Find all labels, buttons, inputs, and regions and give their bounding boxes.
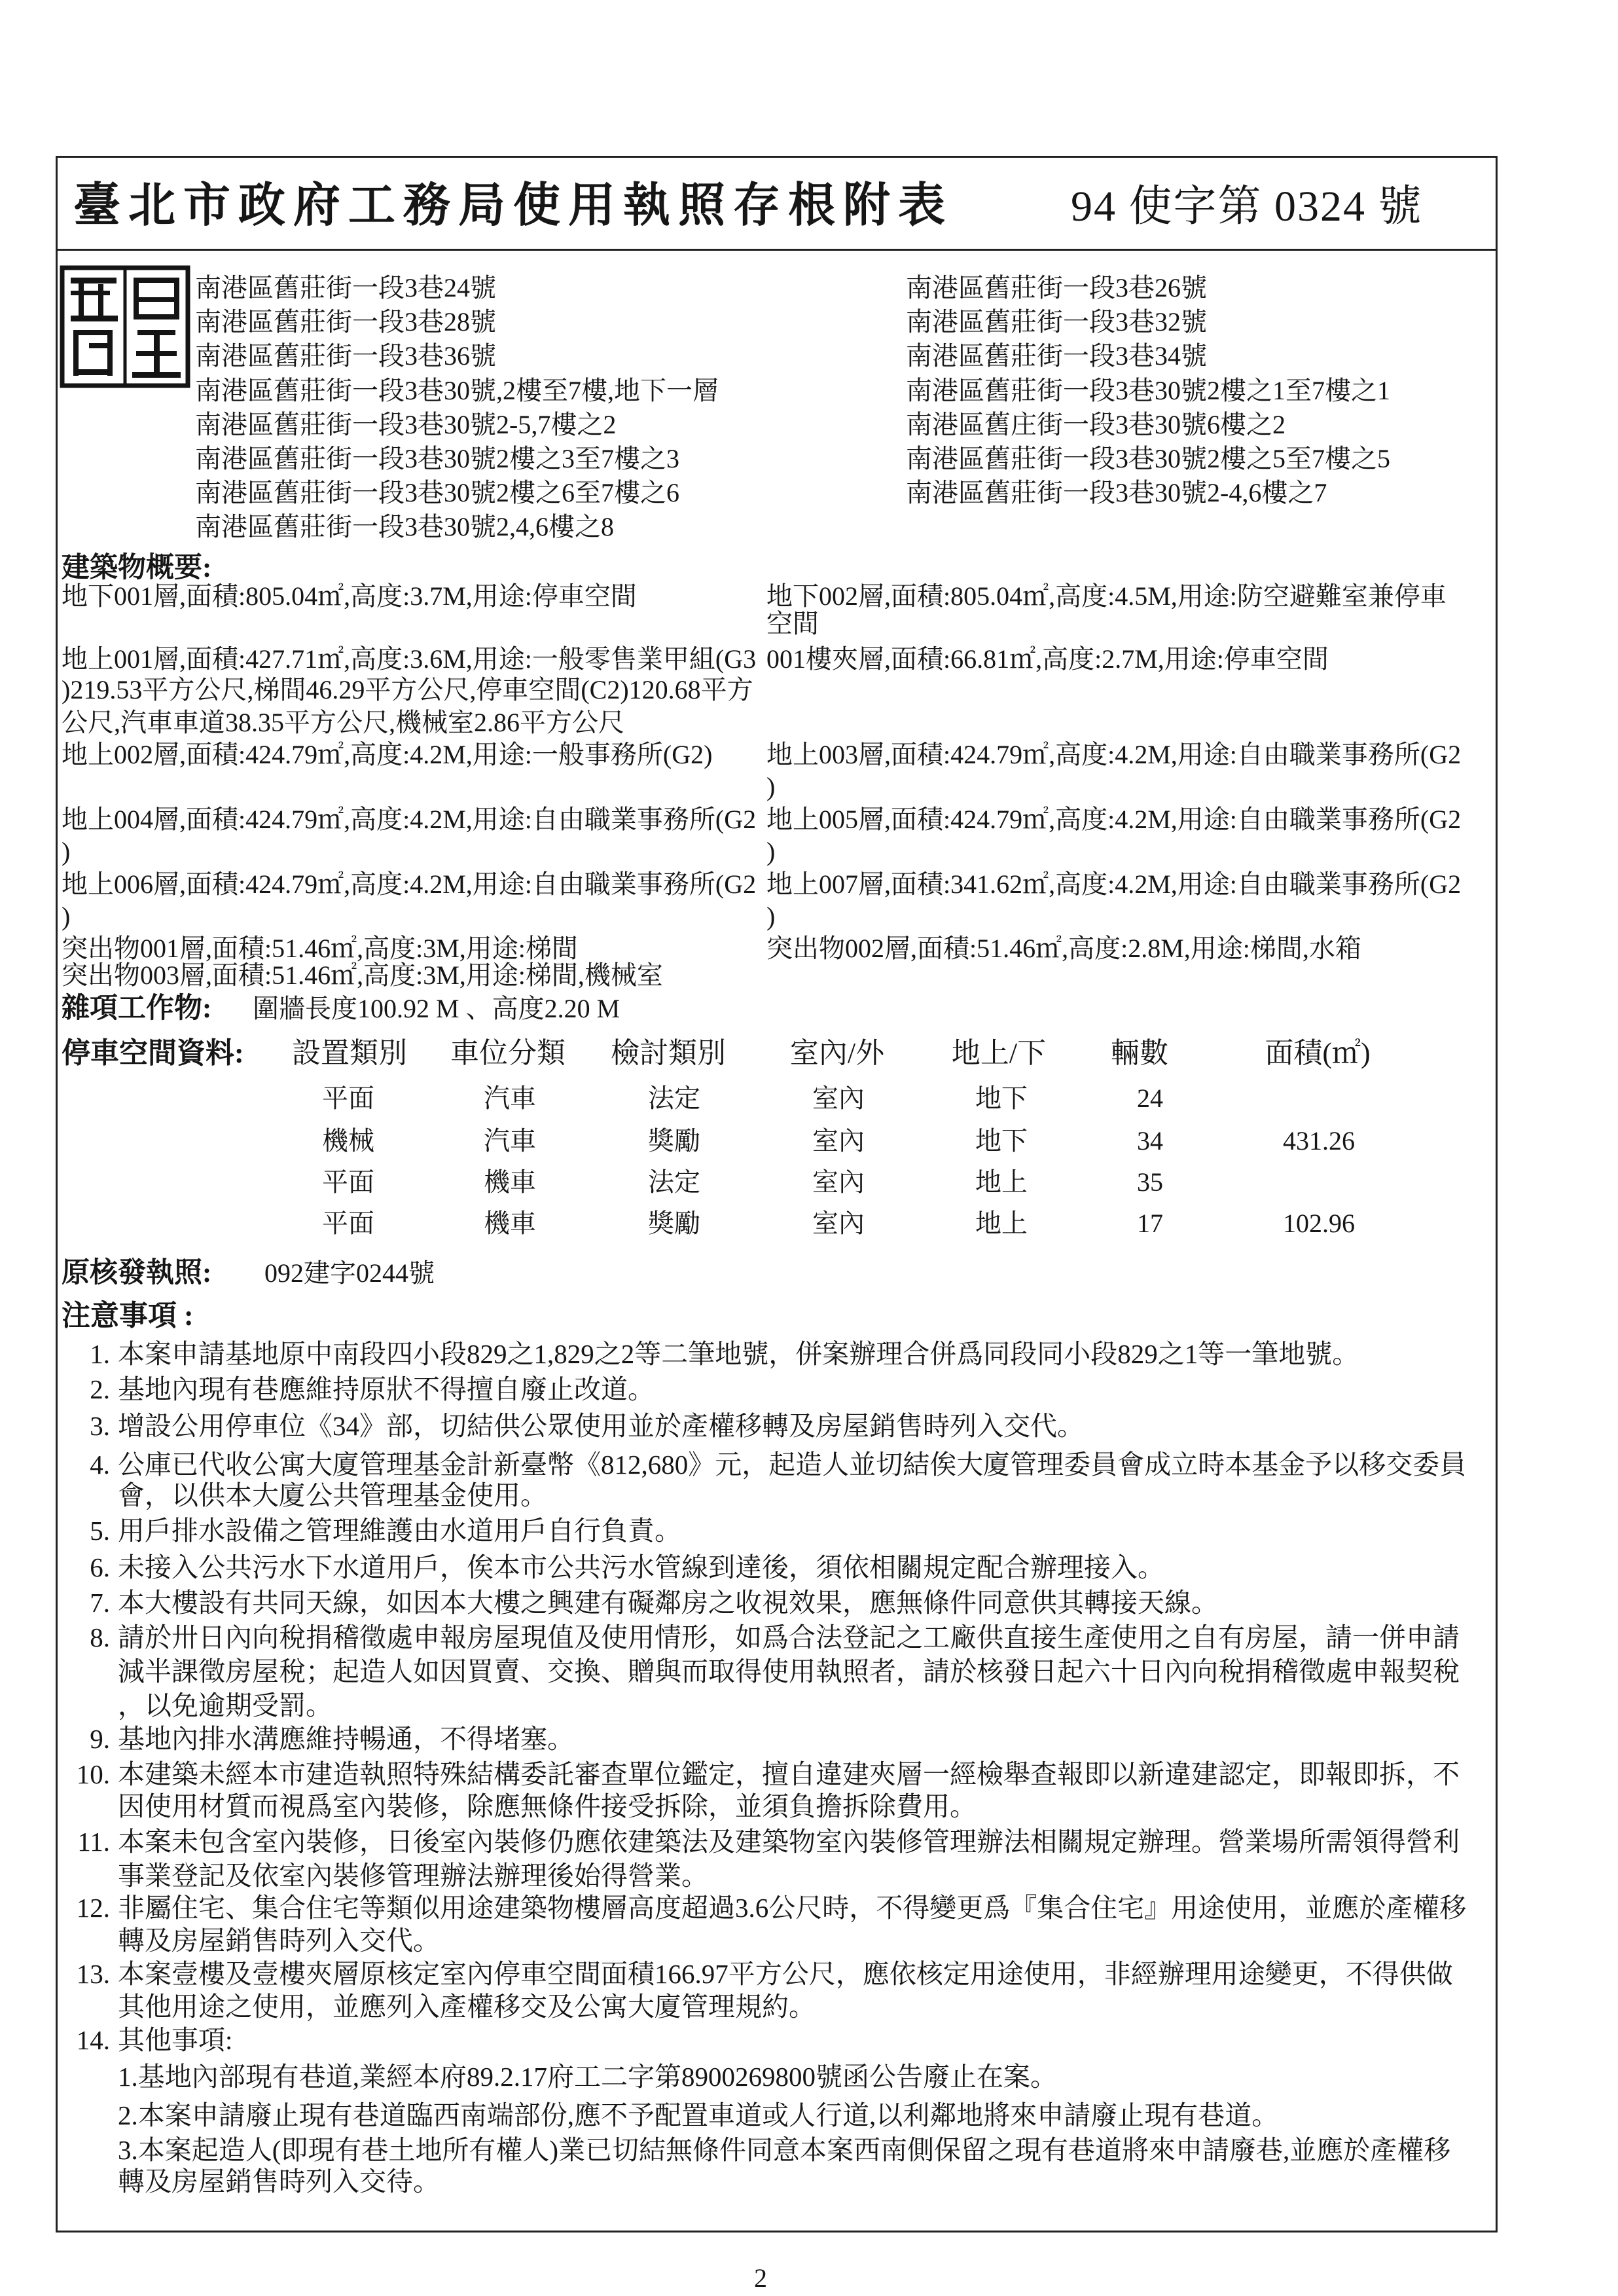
note-text: 本案申請基地原中南段四小段829之1,829之2等二筆地號，併案辦理合併爲同段同小段829之1等一筆地號。 bbox=[118, 1339, 1359, 1369]
address-line: 南港區舊莊街一段3巷30號2樓之5至7樓之5 bbox=[906, 444, 1390, 473]
floor-line: )219.53平方公尺,梯間46.29平方公尺,停車空間(C2)120.68平方 bbox=[62, 675, 753, 704]
address-line: 南港區舊莊街一段3巷30號2樓之3至7樓之3 bbox=[195, 444, 679, 473]
address-line: 南港區舊莊街一段3巷26號 bbox=[906, 273, 1207, 302]
floor-line: 地上004層,面積:424.79㎡,高度:4.2M,用途:自由職業事務所(G2 bbox=[62, 805, 757, 834]
floor-line: 地上001層,面積:427.71㎡,高度:3.6M,用途:一般零售業甲組(G3 bbox=[62, 644, 757, 674]
parking-cell: 獎勵 bbox=[648, 1126, 700, 1156]
parking-column-header: 室內/外 bbox=[789, 1037, 885, 1069]
note-text: ，以免逾期受罰。 bbox=[118, 1690, 333, 1721]
address-line: 南港區舊莊街一段3巷30號2,4,6樓之8 bbox=[195, 512, 614, 541]
official-seal bbox=[59, 264, 191, 389]
parking-cell: 室內 bbox=[812, 1126, 865, 1156]
floor-line: 公尺,汽車車道38.35平方公尺,機械室2.86平方公尺 bbox=[62, 708, 624, 737]
note-number: 7. bbox=[90, 1588, 110, 1618]
note-text: 本案未包含室內裝修，日後室內裝修仍應依建築法及建築物室內裝修管理辦法相關規定辦理。營業場所需領得營利 bbox=[118, 1827, 1460, 1857]
note-number: 10. bbox=[76, 1759, 110, 1789]
note-text: 減半課徵房屋稅；起造人如因買賣、交換、贈與而取得使用執照者，請於核發日起六十日內向稅捐稽徵處申報契稅 bbox=[118, 1656, 1460, 1686]
parking-cell: 17 bbox=[1137, 1209, 1163, 1238]
parking-cell: 地下 bbox=[975, 1126, 1028, 1156]
address-line: 南港區舊莊街一段3巷28號 bbox=[195, 307, 496, 337]
misc-value: 圍牆長度100.92 M 、高度2.20 M bbox=[253, 994, 620, 1023]
note-text: 請於卅日內向稅捐稽徵處申報房屋現值及使用情形，如爲合法登記之工廠供直接生產使用之自有房屋，請一併申請 bbox=[118, 1622, 1460, 1652]
parking-cell: 機車 bbox=[484, 1167, 536, 1197]
note-subitem: 1.基地內部現有巷道,業經本府89.2.17府工二字第8900269800號函公告廢止在案。 bbox=[118, 2062, 1057, 2092]
note-number: 4. bbox=[90, 1449, 110, 1480]
overview-label: 建築物概要: bbox=[62, 553, 212, 583]
floor-line: 空間 bbox=[766, 609, 819, 638]
parking-cell: 24 bbox=[1137, 1084, 1163, 1113]
parking-cell: 室內 bbox=[812, 1167, 865, 1197]
parking-column-header: 面積(㎡) bbox=[1265, 1037, 1371, 1069]
address-line: 南港區舊莊街一段3巷36號 bbox=[195, 341, 496, 371]
note-text: 基地內現有巷應維持原狀不得擅自廢止改道。 bbox=[118, 1374, 655, 1404]
address-line: 南港區舊莊街一段3巷32號 bbox=[906, 307, 1207, 337]
note-text: 事業登記及依室內裝修管理辦法辦理後始得營業。 bbox=[118, 1861, 708, 1891]
note-number: 8. bbox=[90, 1622, 110, 1652]
floor-line: ) bbox=[766, 837, 776, 866]
parking-cell: 平面 bbox=[322, 1084, 374, 1113]
floor-line: ) bbox=[62, 902, 71, 931]
note-number: 2. bbox=[90, 1374, 110, 1404]
note-number: 5. bbox=[90, 1516, 110, 1546]
note-text: 其他事項: bbox=[118, 2025, 233, 2055]
parking-column-header: 輛數 bbox=[1111, 1037, 1168, 1069]
note-text: 公庫已代收公寓大廈管理基金計新臺幣《812,680》元，起造人並切結俟大廈管理委員會成立時本基金予以移交委員 bbox=[118, 1449, 1467, 1480]
note-text: 增設公用停車位《34》部，切結供公眾使用並於產權移轉及房屋銷售時列入交代。 bbox=[118, 1411, 1084, 1441]
floor-line: 地上002層,面積:424.79㎡,高度:4.2M,用途:一般事務所(G2) bbox=[62, 740, 713, 769]
parking-cell: 平面 bbox=[322, 1209, 374, 1238]
note-text: 本案壹樓及壹樓夾層原核定室內停車空間面積166.97平方公尺，應依核定用途使用，非經辦理用途變更，不得供做 bbox=[118, 1959, 1453, 1989]
note-subitem: 3.本案起造人(即現有巷土地所有權人)業已切結無條件同意本案西南側保留之現有巷道將來申請廢巷,並應於產權移 bbox=[118, 2135, 1451, 2165]
parking-cell: 獎勵 bbox=[648, 1209, 700, 1238]
title-rule bbox=[56, 249, 1498, 251]
parking-column-header: 設置類別 bbox=[292, 1037, 407, 1069]
floor-line: 地上006層,面積:424.79㎡,高度:4.2M,用途:自由職業事務所(G2 bbox=[62, 869, 757, 899]
address-line: 南港區舊莊街一段3巷30號,2樓至7樓,地下一層 bbox=[195, 376, 719, 405]
floor-line: 001樓夾層,面積:66.81㎡,高度:2.7M,用途:停車空間 bbox=[766, 644, 1329, 674]
note-number: 11. bbox=[77, 1827, 110, 1857]
note-subitem: 2.本案申請廢止現有巷道臨西南端部份,應不予配置車道或人行道,以利鄰地將來申請廢止現有巷道。 bbox=[118, 2100, 1279, 2130]
note-subitem: 轉及房屋銷售時列入交待。 bbox=[118, 2166, 440, 2196]
notes-label: 注意事項 : bbox=[62, 1300, 194, 1332]
note-number: 12. bbox=[76, 1893, 110, 1923]
note-text: 因使用材質而視爲室內裝修，除應無條件接受拆除，並須負擔拆除費用。 bbox=[118, 1791, 977, 1821]
parking-column-header: 檢討類別 bbox=[611, 1037, 726, 1069]
floor-line: 突出物001層,面積:51.46㎡,高度:3M,用途:梯間 bbox=[62, 934, 578, 963]
note-text: 非屬住宅、集合住宅等類似用途建築物樓層高度超過3.6公尺時，不得變更爲『集合住宅』用途使用，並應於產權移 bbox=[118, 1893, 1467, 1923]
floor-line: 突出物002層,面積:51.46㎡,高度:2.8M,用途:梯間,水箱 bbox=[766, 934, 1361, 963]
parking-cell: 機車 bbox=[484, 1209, 536, 1238]
parking-label: 停車空間資料: bbox=[62, 1037, 244, 1069]
page-number: 2 bbox=[754, 2263, 767, 2293]
parking-cell: 室內 bbox=[812, 1084, 865, 1113]
note-text: 未接入公共污水下水道用戶，俟本市公共污水管線到達後，須依相關規定配合辦理接入。 bbox=[118, 1552, 1164, 1582]
parking-cell: 431.26 bbox=[1283, 1126, 1355, 1156]
floor-line: 地下001層,面積:805.04㎡,高度:3.7M,用途:停車空間 bbox=[62, 581, 637, 611]
parking-cell: 機械 bbox=[322, 1126, 374, 1156]
parking-column-header: 地上/下 bbox=[951, 1037, 1047, 1069]
parking-cell: 35 bbox=[1137, 1167, 1163, 1197]
original-license-value: 092建字0244號 bbox=[264, 1258, 435, 1288]
address-line: 南港區舊莊街一段3巷24號 bbox=[195, 273, 496, 302]
floor-line: ) bbox=[62, 837, 71, 866]
floor-line: 地上003層,面積:424.79㎡,高度:4.2M,用途:自由職業事務所(G2 bbox=[766, 740, 1462, 769]
floor-line: ) bbox=[766, 772, 776, 801]
parking-cell: 102.96 bbox=[1283, 1209, 1355, 1238]
note-text: 用戶排水設備之管理維護由水道用戶自行負責。 bbox=[118, 1516, 681, 1546]
note-text: 本大樓設有共同天線，如因本大樓之興建有礙鄰房之收視效果，應無條件同意供其轉接天線。 bbox=[118, 1588, 1218, 1618]
parking-cell: 汽車 bbox=[484, 1126, 536, 1156]
parking-cell: 地上 bbox=[975, 1209, 1028, 1238]
note-number: 14. bbox=[76, 2025, 110, 2055]
license-number: 94 使字第 0324 號 bbox=[1071, 183, 1423, 230]
note-text: 轉及房屋銷售時列入交代。 bbox=[118, 1925, 440, 1956]
document-title: 臺北市政府工務局使用執照存根附表 bbox=[73, 179, 954, 232]
note-text: 本建築未經本市建造執照特殊結構委託審查單位鑑定，擅自違建夾層一經檢舉查報即以新違建認定，即報即拆，不 bbox=[118, 1759, 1460, 1789]
address-line: 南港區舊莊街一段3巷30號2樓之6至7樓之6 bbox=[195, 478, 679, 507]
floor-line: 地上005層,面積:424.79㎡,高度:4.2M,用途:自由職業事務所(G2 bbox=[766, 805, 1462, 834]
note-text: 其他用途之使用，並應列入產權移交及公寓大廈管理規約。 bbox=[118, 1992, 816, 2022]
misc-label: 雜項工作物: bbox=[62, 993, 212, 1024]
parking-cell: 法定 bbox=[648, 1167, 700, 1197]
address-line: 南港區舊庄街一段3巷30號6樓之2 bbox=[906, 410, 1285, 439]
note-number: 1. bbox=[90, 1339, 110, 1369]
original-license-label: 原核發執照: bbox=[62, 1258, 212, 1288]
note-number: 9. bbox=[90, 1724, 110, 1754]
note-text: 會，以供本大廈公共管理基金使用。 bbox=[118, 1480, 547, 1510]
floor-line: 地下002層,面積:805.04㎡,高度:4.5M,用途:防空避難室兼停車 bbox=[766, 581, 1447, 611]
address-line: 南港區舊莊街一段3巷34號 bbox=[906, 341, 1207, 371]
parking-cell: 室內 bbox=[812, 1209, 865, 1238]
address-line: 南港區舊莊街一段3巷30號2樓之1至7樓之1 bbox=[906, 376, 1390, 405]
floor-line: 突出物003層,面積:51.46㎡,高度:3M,用途:梯間,機械室 bbox=[62, 960, 663, 990]
parking-cell: 平面 bbox=[322, 1167, 374, 1197]
parking-cell: 法定 bbox=[648, 1084, 700, 1113]
floor-line: ) bbox=[766, 902, 776, 931]
note-text: 基地內排水溝應維持暢通，不得堵塞。 bbox=[118, 1724, 574, 1754]
note-number: 3. bbox=[90, 1411, 110, 1441]
floor-line: 地上007層,面積:341.62㎡,高度:4.2M,用途:自由職業事務所(G2 bbox=[766, 869, 1462, 899]
parking-cell: 34 bbox=[1137, 1126, 1163, 1156]
note-number: 13. bbox=[76, 1959, 110, 1989]
parking-column-header: 車位分類 bbox=[450, 1037, 566, 1069]
parking-cell: 地上 bbox=[975, 1167, 1028, 1197]
parking-cell: 汽車 bbox=[484, 1084, 536, 1113]
parking-cell: 地下 bbox=[975, 1084, 1028, 1113]
address-line: 南港區舊莊街一段3巷30號2-5,7樓之2 bbox=[195, 410, 617, 439]
address-line: 南港區舊莊街一段3巷30號2-4,6樓之7 bbox=[906, 478, 1327, 507]
note-number: 6. bbox=[90, 1552, 110, 1582]
